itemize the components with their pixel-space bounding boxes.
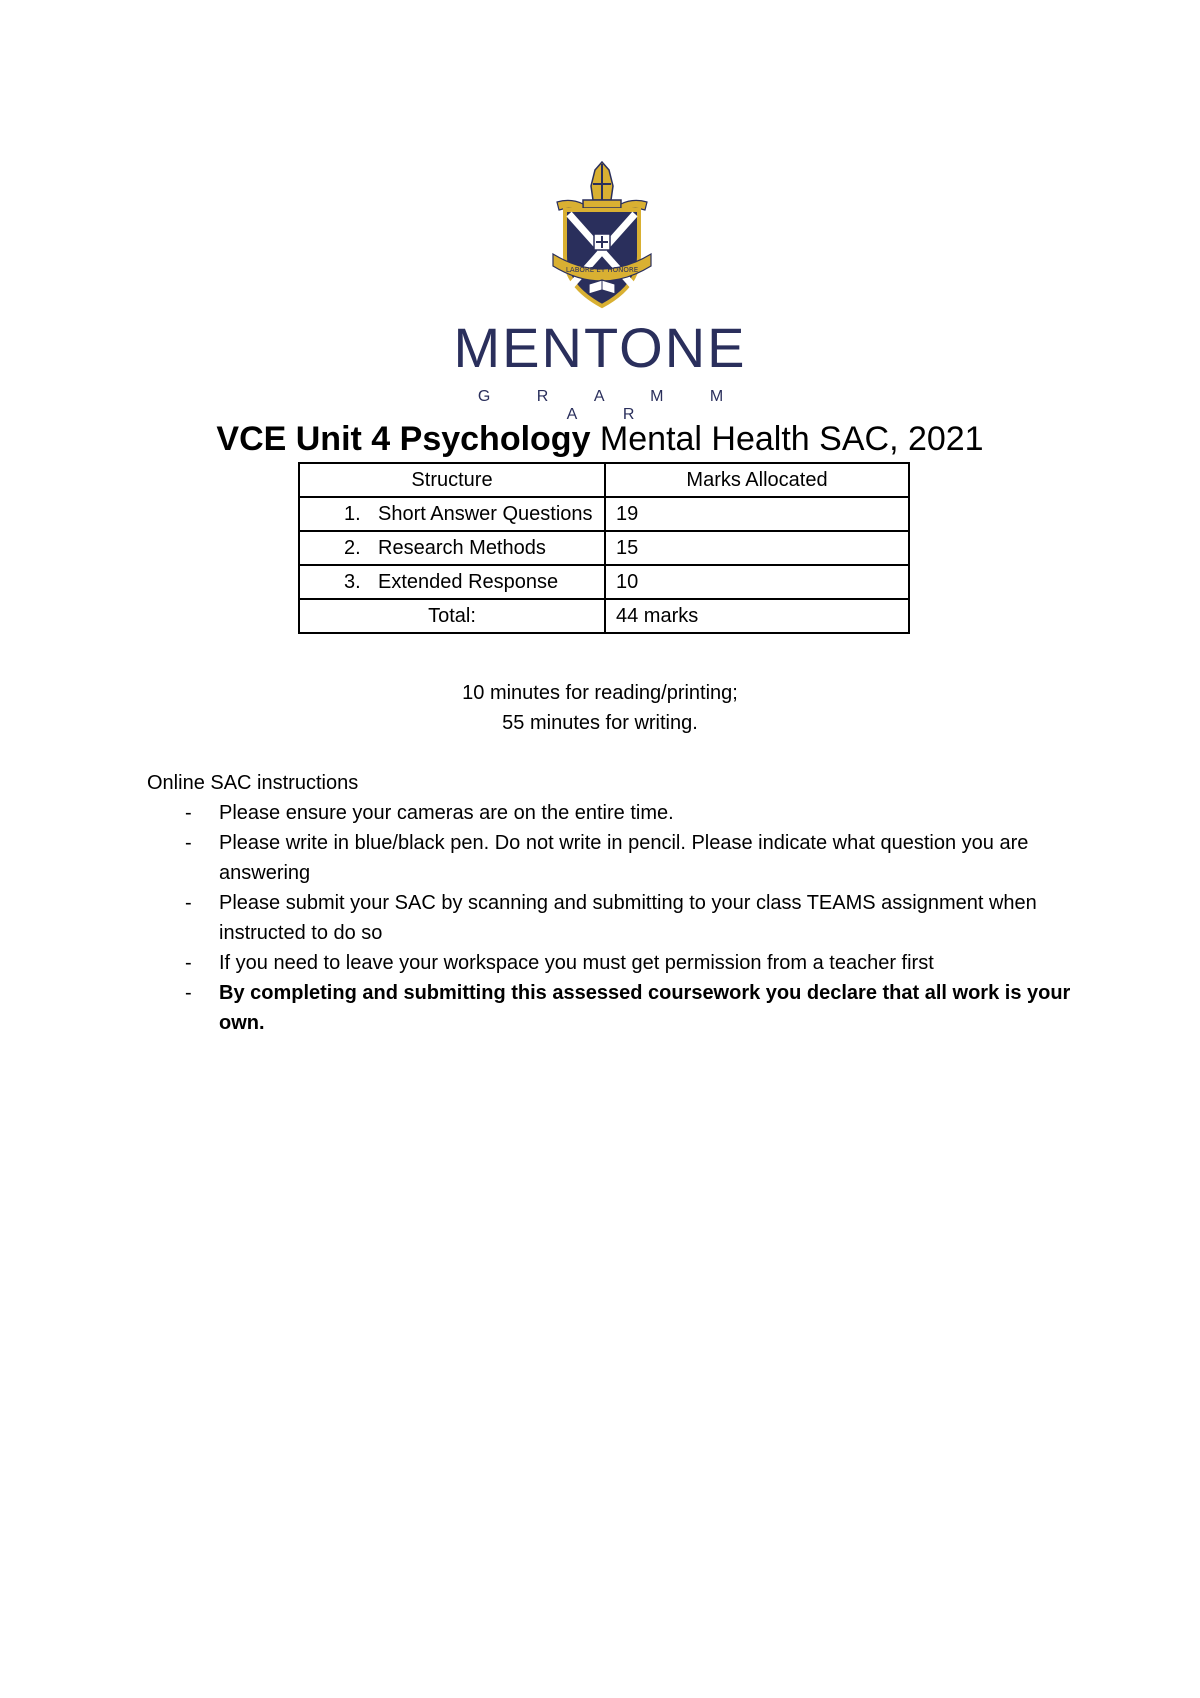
dash-bullet: - [185,982,192,1004]
list-item [147,798,1087,828]
instructions-heading: Online SAC instructions [147,772,359,794]
instruction-text: Please write in blue/black pen. Do not write in pencil. Please indicate what question you are answering [219,832,1029,884]
instruction-text: Please submit your SAC by scanning and submitting to your class TEAMS assignment when instructed to do so [219,892,1037,944]
list-item [147,948,1087,978]
table-row [299,565,909,599]
header-marks: Marks Allocated [605,463,909,497]
total-label: Total: [299,599,605,633]
timing-reading: 10 minutes for reading/printing; [462,682,738,704]
school-subname: G R A M M A R [477,388,745,423]
marks-table [298,462,910,634]
total-value: 44 marks [605,599,909,633]
instruction-text-declaration: By completing and submitting this assessed coursework you declare that all work is your own. [219,982,1071,1034]
header-structure: Structure [299,463,605,497]
school-crest-logo [551,160,653,312]
row-label: Short Answer Questions [378,503,593,525]
row-number: 2. [344,537,361,559]
dash-bullet: - [185,952,192,974]
timing-writing: 55 minutes for writing. [502,712,698,734]
dash-bullet: - [185,832,192,854]
instructions-list [147,798,1087,1038]
dash-bullet: - [185,892,192,914]
instructions-section [147,768,1087,1038]
table-total-row [299,599,909,633]
instruction-text: Please ensure your cameras are on the entire time. [219,802,674,824]
row-marks: 10 [605,565,909,599]
table-header-row [299,463,909,497]
list-item [147,888,1087,948]
row-number: 1. [344,503,361,525]
title-rest: Mental Health SAC, 2021 [590,420,984,458]
row-marks: 15 [605,531,909,565]
row-number: 3. [344,571,361,593]
table-row [299,497,909,531]
row-marks: 19 [605,497,909,531]
table-row [299,531,909,565]
list-item [147,828,1087,888]
dash-bullet: - [185,802,192,824]
instruction-text: If you need to leave your workspace you must get permission from a teacher first [219,952,934,974]
school-wordmark [430,318,770,424]
crest-motto: LABORE ET HONORE [565,266,639,274]
school-name: MENTONE [453,316,747,379]
row-label: Extended Response [378,571,559,593]
list-item [147,978,1087,1038]
row-label: Research Methods [378,537,546,559]
page-title [0,418,1200,460]
title-bold: VCE Unit 4 Psychology [216,420,591,458]
timing-info [0,678,1200,738]
